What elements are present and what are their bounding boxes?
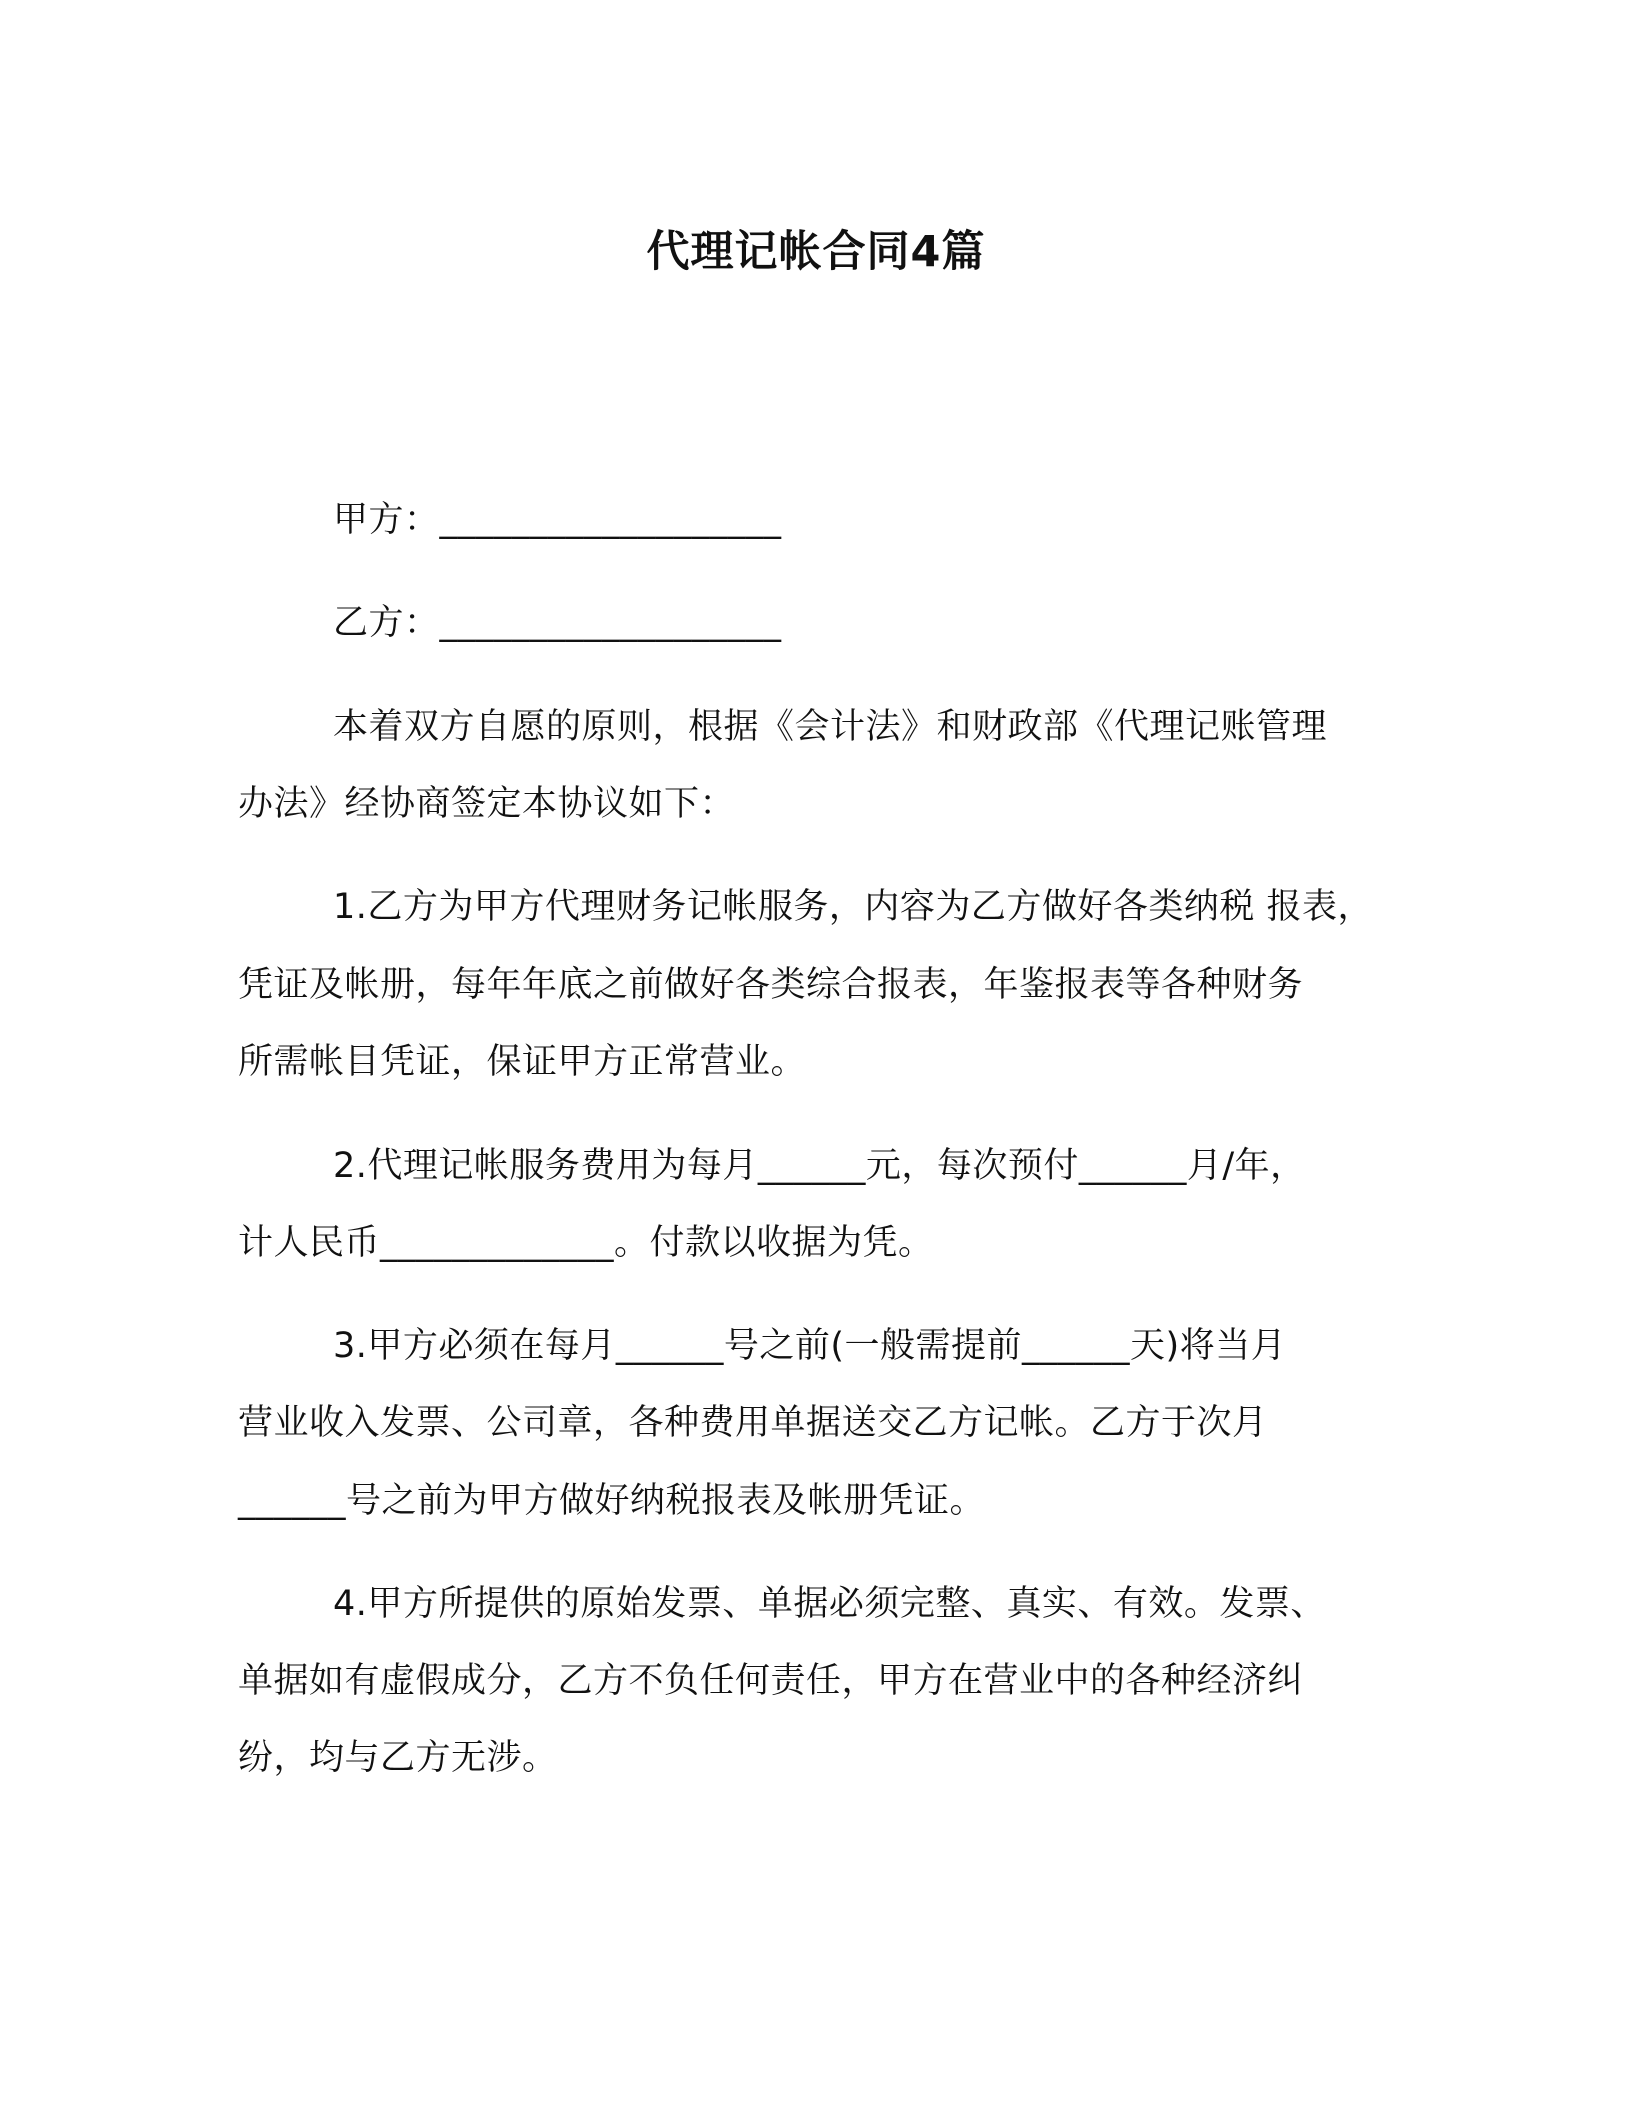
clause-2-line-1: 2.代理记帐服务费用为每月______元，每次预付______月/年， (333, 1146, 1306, 1186)
clause-4-line-2: 单据如有虚假成分，乙方不负任何责任，甲方在营业中的各种经济纠 (238, 1661, 1304, 1701)
document-title: 代理记帐合同4篇 (646, 227, 986, 277)
intro-line-2: 办法》经协商签定本协议如下： (238, 784, 736, 824)
clause-1-line-1: 1.乙方为甲方代理财务记帐服务，内容为乙方做好各类纳税 报表， (333, 887, 1374, 927)
intro-line-1: 本着双方自愿的原则，根据《会计法》和财政部《代理记账管理 (333, 707, 1328, 747)
clause-2-line-2: 计人民币_____________。付款以收据为凭。 (238, 1223, 934, 1263)
clause-1-line-2: 凭证及帐册，每年年底之前做好各类综合报表，年鉴报表等各种财务 (238, 965, 1304, 1005)
party-b-line: 乙方：___________________ (333, 603, 782, 643)
clause-3-line-2: 营业收入发票、公司章，各种费用单据送交乙方记帐。乙方于次月 (238, 1403, 1268, 1443)
clause-1-line-3: 所需帐目凭证，保证甲方正常营业。 (238, 1042, 807, 1082)
clause-4-line-3: 纷，均与乙方无涉。 (238, 1738, 558, 1778)
clause-3-line-1: 3.甲方必须在每月______号之前(一般需提前______天)将当月 (333, 1326, 1287, 1366)
clause-3-line-3: ______号之前为甲方做好纳税报表及帐册凭证。 (238, 1481, 986, 1521)
clause-4-line-1: 4.甲方所提供的原始发票、单据必须完整、真实、有效。发票、 (333, 1584, 1326, 1624)
party-a-line: 甲方：___________________ (333, 500, 782, 540)
